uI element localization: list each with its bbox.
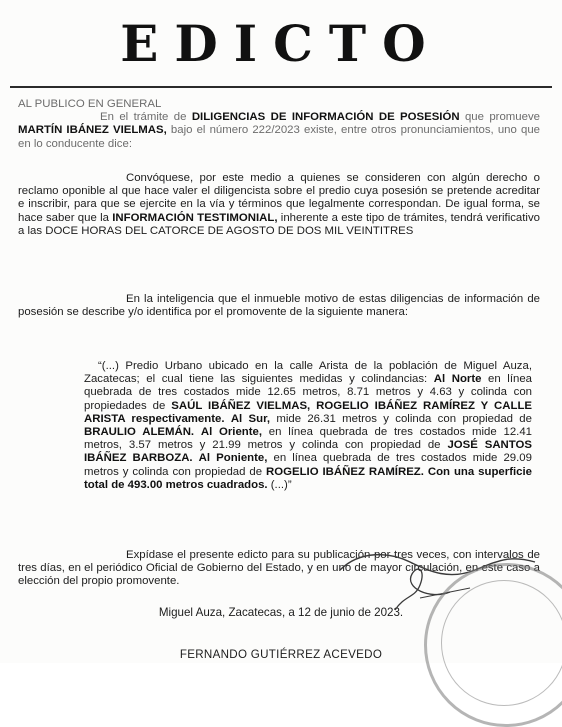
spacer: [194, 426, 201, 438]
convocation-text-2: inherente a este tipo de trámites, tendrá verificativo a las DOCE HORAS DEL CATORCE DE AGOSTO DE DOS MIL VEINTITRES: [18, 211, 540, 237]
description-intro-paragraph: [18, 293, 540, 319]
south-neighbor: BRAULIO ALEMÁN.: [84, 426, 195, 439]
procedure-name: DILIGENCIAS DE INFORMACIÓN DE POSESIÓN: [191, 111, 460, 124]
south-text: mide 26.31 metros y colinda con propiedad de: [270, 412, 532, 425]
north-neighbors: SAÚL IBÁÑEZ VIELMAS, ROGELIO IBÁÑEZ RAMÍREZ Y CALLE ARISTA respectivamente.: [84, 399, 532, 425]
east-text: en línea quebrada de tres costados mide 12.41 metros, 3.57 metros y 21.99 metros y colinda con propiedad de: [84, 426, 532, 452]
convocation-paragraph: [18, 172, 540, 238]
addressee: AL PUBLICO EN GENERAL: [18, 98, 162, 110]
seal-inner-ring: [441, 580, 562, 706]
property-description-quote: [84, 360, 532, 492]
north-text: en línea quebrada de tres costados mide 12.65 metros, 8.71 metros y 4.63 y colinda con propiedades de: [84, 373, 532, 412]
signer-name: FERNANDO GUTIÉRREZ ACEVEDO: [179, 648, 383, 661]
east-neighbor: JOSÉ SANTOS IBÁÑEZ BARBOZA.: [84, 439, 532, 465]
east-label: Al Oriente,: [200, 426, 263, 439]
document-title: EDICTO: [120, 14, 442, 73]
quote-text-location: “(...) Predio Urbano ubicado en la calle Arista de la población de Miguel Auza, Zacatecas; el cual tiene las siguientes medidas y colindancias:: [84, 360, 532, 386]
title-divider: [10, 86, 552, 88]
quote-end: (...)”: [267, 478, 292, 491]
west-text: en línea quebrada de tres costados mide 29.09 metros y colinda con propiedad de: [84, 452, 532, 478]
west-label: Al Poniente,: [198, 452, 268, 465]
intro-text-1: En el trámite de: [100, 111, 192, 124]
place-and-date: Miguel Auza, Zacatecas, a 12 de junio de 2023.: [158, 606, 404, 619]
north-label: Al Norte: [433, 373, 482, 386]
publication-order-text: Expídase el presente edicto para su publicación por tres veces, con intervalos de tres días, en el periódico Oficial de Gobierno del Estado, y en uno de mayor circulación, en este caso a elección del propio promovente.: [18, 549, 540, 588]
testimonial-label: INFORMACIÓN TESTIMONIAL,: [112, 211, 278, 224]
intro-text-3: bajo el número 222/2023 existe, entre otros pronunciamientos, uno que en lo conducente dice:: [18, 124, 540, 150]
description-intro-text: En la inteligencia que el inmueble motivo de estas diligencias de información de posesión se describe y/o identifica por el promovente de la siguiente manera:: [18, 293, 540, 319]
convocation-text-1: Convóquese, por este medio a quienes se consideren con algún derecho o reclamo oponible al que hace valer el diligencista sobre el predio cuya posesión se pretende acreditar e inscribir, para que se ejercite en la vía y términos que legalmente correspondan. De igual forma, se hace saber que la: [18, 172, 540, 224]
west-neighbor: ROGELIO IBÁÑEZ RAMÍREZ.: [266, 465, 424, 478]
total-surface: Con una superficie total de 493.00 metros cuadrados.: [84, 465, 532, 491]
intro-paragraph: [18, 98, 540, 151]
intro-text-2: que promueve: [459, 111, 540, 124]
south-label: Al Sur,: [230, 412, 271, 425]
promoter-name: MARTÍN IBÁNEZ VIELMAS,: [18, 124, 167, 137]
